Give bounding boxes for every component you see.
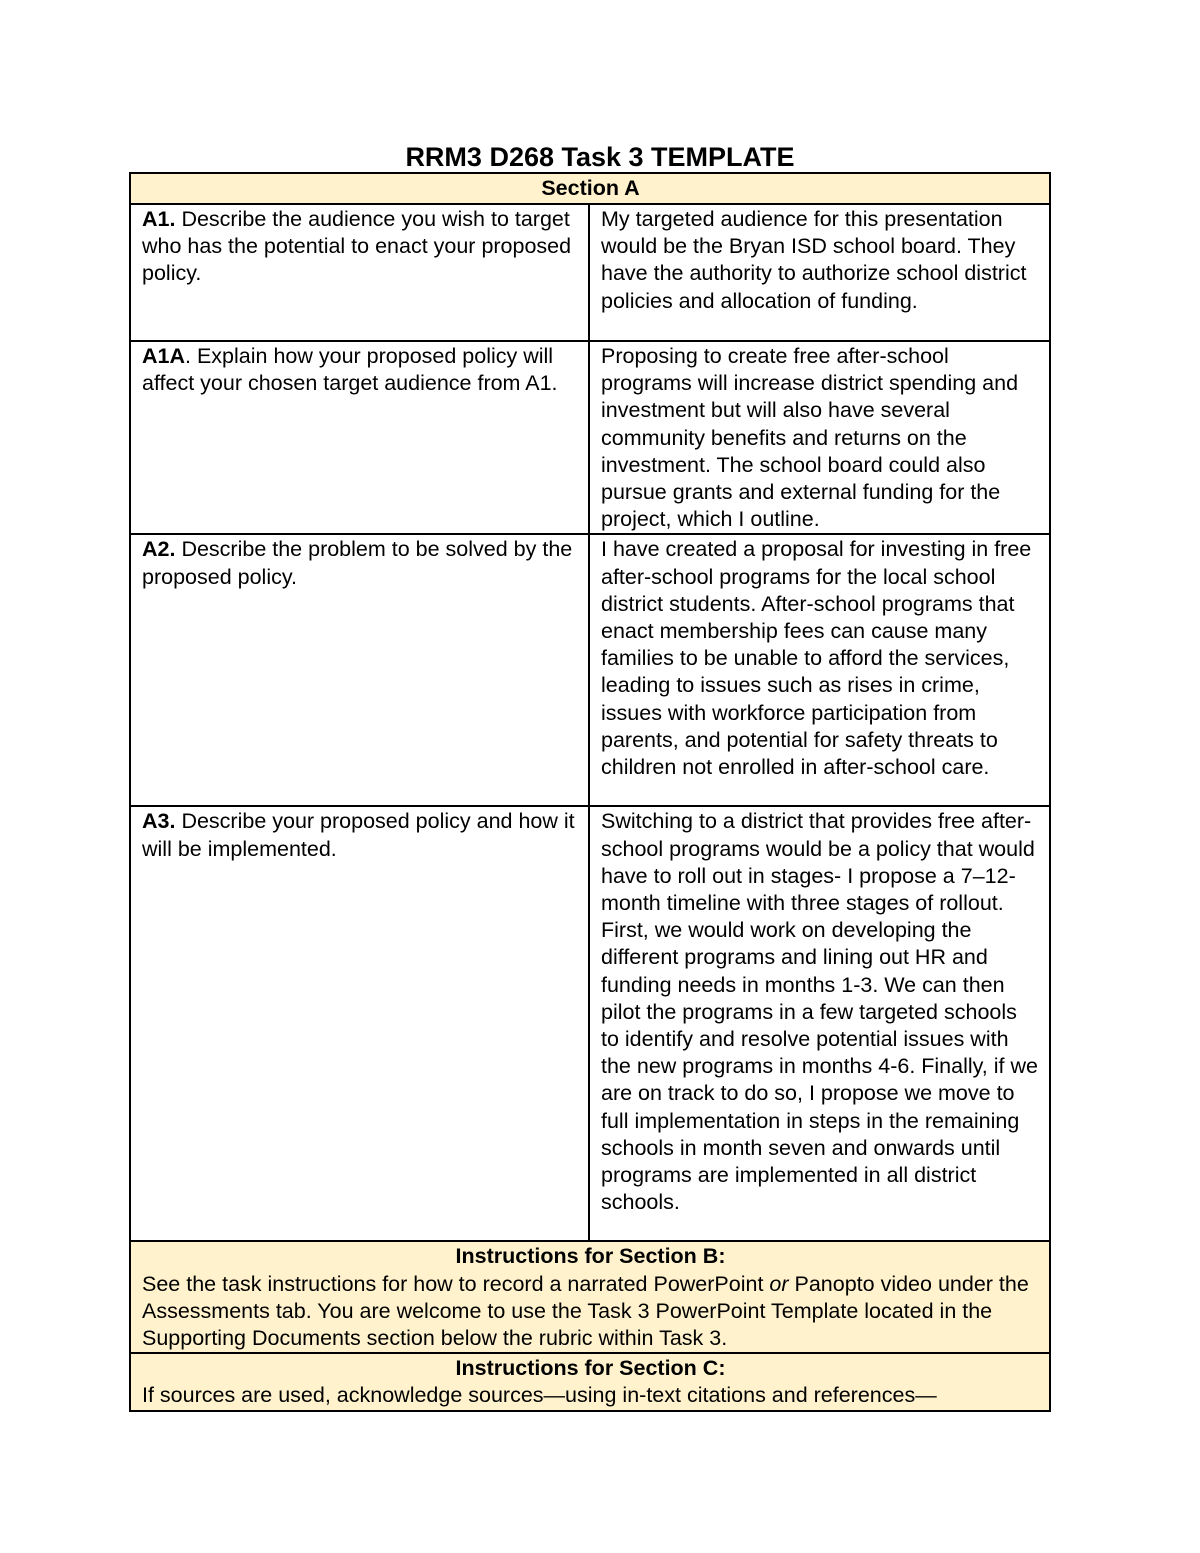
section-b-cell <box>130 1241 1050 1353</box>
answer-cell-a3: Switching to a district that provides free after-school programs would be a policy that would have to roll out in stages- I propose a 7–12-month timeline with three stages of rollout. First, we would work on developing the different programs and lining out HR and funding needs in months 1-3. We can then pilot the programs in a few targeted schools to identify and resolve potential issues with the new programs in months 4-6. Finally, if we are on track to do so, I propose we move to full implementation in steps in the remaining schools in month seven and onwards until programs are implemented in all district schools. <box>589 806 1050 1241</box>
prompt-label-a2: A2. <box>142 537 176 562</box>
table-row-a1 <box>130 204 1050 341</box>
section-b-text-italic: or <box>769 1271 789 1296</box>
section-b-text-before: See the task instructions for how to record a narrated PowerPoint <box>142 1271 770 1296</box>
prompt-text-a1: Describe the audience you wish to target who has the potential to enact your proposed policy. <box>142 207 572 286</box>
section-a-header: Section A <box>130 173 1050 204</box>
document-title: RRM3 D268 Task 3 TEMPLATE <box>405 142 795 172</box>
prompt-text-a1a: . Explain how your proposed policy will affect your chosen target audience from A1. <box>142 344 558 396</box>
section-c-header: Instructions for Section C: <box>455 1356 726 1381</box>
prompt-cell-a1 <box>130 204 589 341</box>
section-c-cell <box>130 1353 1050 1411</box>
prompt-label-a1: A1. <box>142 207 176 231</box>
prompt-text-a3: Describe your proposed policy and how it will be implemented. <box>142 809 575 861</box>
answer-cell-a1a: Proposing to create free after-school programs will increase district spending and investment but will also have several community benefits and returns on the investment. The school board could also pursue grants and external funding for the project, which I outline. <box>589 341 1050 534</box>
prompt-cell-a2 <box>130 534 589 806</box>
prompt-cell-a1a <box>130 341 589 534</box>
section-c-text: If sources are used, acknowledge sources—using in-text citations and references— <box>142 1383 937 1408</box>
section-b-row <box>130 1241 1050 1353</box>
template-table <box>129 172 1051 1412</box>
section-c-row <box>130 1353 1050 1411</box>
table-row-a1a <box>130 341 1050 534</box>
prompt-label-a1a: A1A <box>142 344 186 368</box>
section-b-text-after: Panopto video under the Assessments tab. You are welcome to use the Task 3 PowerPoint Template located in the Supporting Documents section below the rubric within Task 3. <box>142 1271 1029 1351</box>
answer-cell-a1: My targeted audience for this presentation would be the Bryan ISD school board. They have the authority to authorize school district policies and allocation of funding. <box>589 204 1050 341</box>
prompt-text-a2: Describe the problem to be solved by the proposed policy. <box>142 537 573 589</box>
prompt-cell-a3 <box>130 806 589 1241</box>
table-row-a2 <box>130 534 1050 806</box>
section-b-header: Instructions for Section B: <box>455 1244 726 1269</box>
table-row-a3 <box>130 806 1050 1241</box>
answer-cell-a2: I have created a proposal for investing in free after-school programs for the local school district students. After-school programs that enact membership fees can cause many families to be unable to afford the services, leading to issues such as rises in crime, issues with workforce participation from parents, and potential for safety threats to children not enrolled in after-school care. <box>589 534 1050 806</box>
section-a-header-row <box>130 173 1050 204</box>
prompt-label-a3: A3. <box>142 809 176 834</box>
section-b-text <box>142 1271 1039 1353</box>
